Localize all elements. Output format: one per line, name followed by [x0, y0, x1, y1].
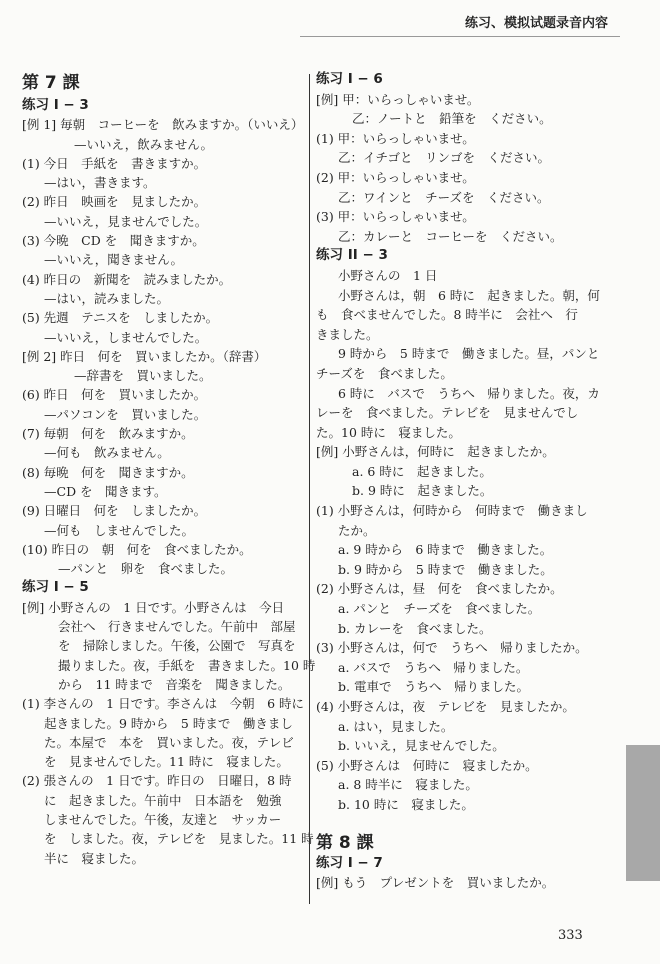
text-line: チーズを 食べました。 [316, 365, 453, 381]
spacer [316, 815, 606, 835]
text-line: 撮りました。夜，手紙を 書きました。10 時 [58, 657, 316, 673]
text-line: b. 9 時から 5 時まで 働きました。 [338, 561, 553, 577]
text-line: [例] 甲：いらっしゃいませ。 [316, 91, 480, 107]
text-line: (4) 小野さんは，夜 テレビを 見ましたか。 [316, 699, 575, 714]
text-line: —いいえ，飲みません。 [74, 136, 214, 152]
text-line: (1) 今日 手紙を 書きますか。 [22, 155, 207, 171]
text-line: b. いいえ，見ませんでした。 [338, 738, 505, 754]
text-line: —いいえ，見ませんでした。 [44, 213, 208, 229]
text-line: た。10 時に 寝ました。 [316, 424, 461, 440]
text-line: —はい，読みました。 [44, 290, 170, 306]
text-line: (2) 甲：いらっしゃいませ。 [316, 169, 475, 185]
text-line: —パンと 卵を 食べました。 [58, 561, 234, 577]
section-heading: 练习 I − 6 [316, 71, 383, 87]
text-line: [例 2] 昨日 何を 買いましたか。（辞書） [22, 348, 267, 364]
text-line: 6 時に バスで うちへ 帰りました。夜，カ [338, 385, 600, 401]
text-line: 9 時から 5 時まで 働きました。昼，パンと [338, 346, 600, 362]
text-line: —はい，書きます。 [44, 175, 156, 191]
text-line: 会社へ 行きませんでした。午前中 部屋 [58, 619, 296, 635]
text-line: a. 6 時に 起きました。 [352, 463, 492, 479]
text-line: (6) 昨日 何を 買いましたか。 [22, 387, 207, 403]
text-line: [例] もう プレゼントを 買いましたか。 [316, 875, 555, 891]
text-line: 乙：ワインと チーズを ください。 [338, 189, 550, 205]
text-line: しませんでした。午後，友達と サッカー [44, 811, 282, 827]
text-line: 乙：イチゴと リンゴを ください。 [338, 150, 551, 166]
page-number: 333 [558, 928, 583, 943]
text-line: [例] 小野さんは，何時に 起きましたか。 [316, 444, 555, 460]
text-line: (9) 日曜日 何を しましたか。 [22, 503, 207, 519]
section-heading: 练习 I − 3 [22, 97, 89, 113]
text-line: a. 9 時から 6 時まで 働きました。 [338, 542, 553, 558]
text-line: a. 8 時半に 寝ました。 [338, 777, 478, 793]
running-head: 练习、模拟试题录音内容 [464, 16, 608, 31]
text-line: (8) 毎晩 何を 聞きますか。 [22, 464, 194, 480]
text-line: た。本屋で 本を 買いました。夜，テレビ [44, 734, 294, 750]
text-line: を しました。夜，テレビを 見ました。11 時 [44, 831, 314, 847]
text-line: —辞書を 買いました。 [74, 368, 212, 384]
text-line: も 食べませんでした。8 時半に 会社へ 行 [316, 307, 578, 323]
text-line: 乙：ノートと 鉛筆を ください。 [352, 111, 552, 127]
text-line: を 見ませんでした。11 時に 寝ました。 [44, 754, 289, 770]
column-divider [309, 74, 310, 904]
text-line: —何も しませんでした。 [44, 522, 195, 538]
text-line: 起きました。9 時から 5 時まで 働きまし [44, 715, 293, 731]
right-column [316, 70, 606, 893]
text-line: b. 9 時に 起きました。 [352, 483, 493, 499]
text-line: 乙：カレーと コーヒーを ください。 [338, 228, 563, 244]
text-line: (5) 小野さんは 何時に 寝ましたか。 [316, 757, 538, 773]
text-line: (1) 甲：いらっしゃいませ。 [316, 130, 475, 146]
text-line: [例 1] 毎朝 コーヒーを 飲みますか。（いいえ） [22, 117, 304, 133]
text-line: (3) 甲：いらっしゃいませ。 [316, 209, 475, 225]
text-line: b. 電車で うちへ 帰りました。 [338, 679, 529, 695]
text-line: —いいえ，聞きません。 [44, 252, 184, 268]
text-line: (5) 先週 テニスを しましたか。 [22, 310, 219, 326]
text-line: (2) 小野さんは，昼 何を 食べましたか。 [316, 581, 563, 597]
text-line: を 掃除しました。午後，公園で 写真を [58, 638, 296, 654]
section-heading: 练习 I − 5 [22, 579, 89, 596]
chapter-heading: 第 8 課 [316, 833, 374, 854]
header-rule [300, 36, 620, 37]
text-line: [例] 小野さんの 1 日です。小野さんは 今日 [22, 599, 285, 615]
text-line: (2) 昨日 映画を 見ましたか。 [22, 194, 207, 210]
text-line: きました。 [316, 326, 379, 342]
text-line: a. バスで うちへ 帰りました。 [338, 659, 529, 675]
text-line: から 11 時まで 音楽を 聞きました。 [58, 676, 291, 692]
text-line: (10) 昨日の 朝 何を 食べましたか。 [22, 541, 252, 557]
text-line: —いいえ，しませんでした。 [44, 329, 208, 345]
text-line: —パソコンを 買いました。 [44, 406, 207, 422]
text-line: a. パンと チーズを 食べました。 [338, 601, 541, 617]
text-line: (1) 李さんの 1 日です。李さんは 今朝 6 時に [22, 696, 305, 712]
text-line: (3) 小野さんは，何で うちへ 帰りましたか。 [316, 640, 588, 656]
text-line: (1) 小野さんは，何時から 何時まで 働きまし [316, 503, 588, 519]
text-line: レーを 食べました。テレビを 見ませんでし [316, 405, 579, 421]
text-line: 半に 寝ました。 [44, 850, 145, 866]
left-column [22, 70, 316, 868]
text-line: 小野さんは，朝 6 時に 起きました。朝，何 [338, 287, 600, 303]
text-line: —何も 飲みません。 [44, 445, 170, 461]
text-line: (2) 張さんの 1 日です。昨日の 日曜日，8 時 [22, 773, 292, 789]
section-heading: 练习 II − 3 [316, 247, 388, 264]
text-line: b. カレーを 食べました。 [338, 620, 492, 636]
chapter-heading: 第 7 課 [22, 73, 80, 93]
text-line: (3) 今晩 CD を 聞きますか。 [22, 233, 205, 249]
text-line: たか。 [338, 522, 376, 538]
section-heading: 练习 I − 7 [316, 854, 383, 871]
text-line: 小野さんの 1 日 [338, 267, 438, 283]
text-line: に 起きました。午前中 日本語を 勉強 [44, 792, 282, 808]
text-line: a. はい，見ました。 [338, 718, 454, 734]
chapter-thumb-tab [626, 745, 660, 881]
text-line: (7) 毎朝 何を 飲みますか。 [22, 426, 194, 442]
text-line: —CD を 聞きます。 [44, 483, 167, 499]
text-line: (4) 昨日の 新聞を 読みましたか。 [22, 271, 232, 287]
text-line: b. 10 時に 寝ました。 [338, 796, 474, 812]
